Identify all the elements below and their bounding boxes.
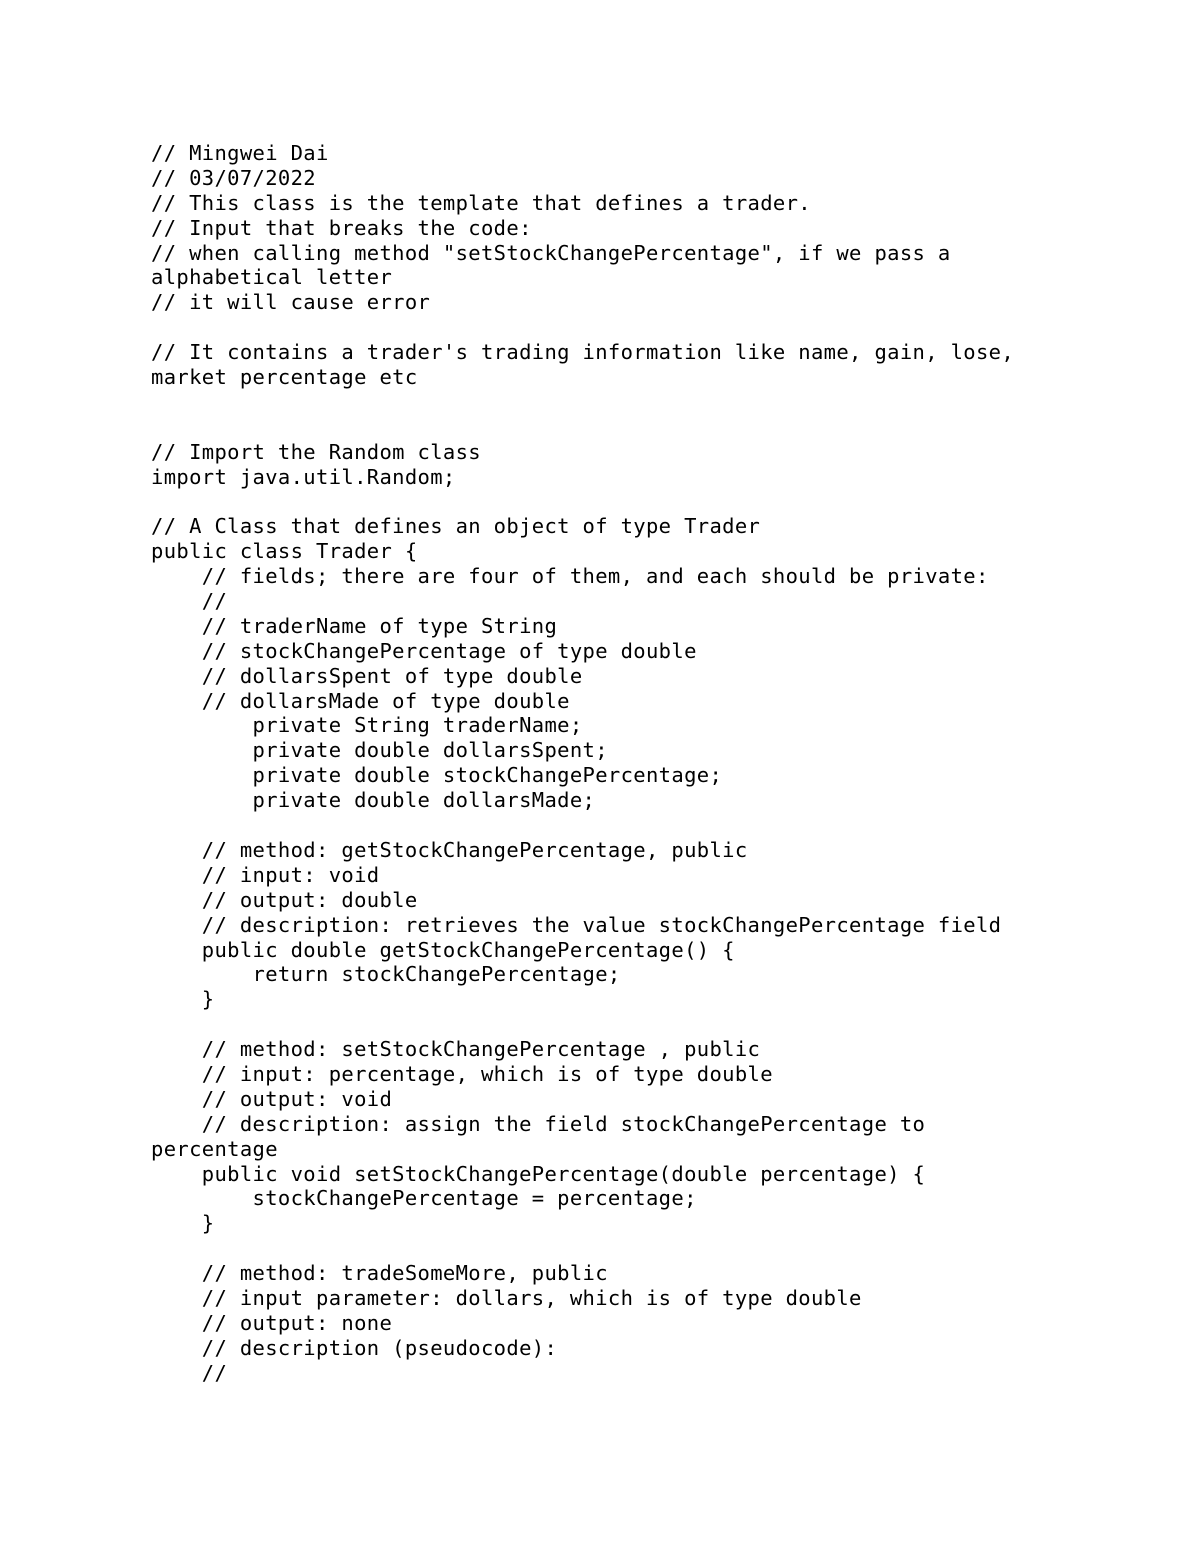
code-line: // This class is the template that defines a trader.: [151, 190, 811, 215]
code-line: // Mingwei Dai: [151, 141, 329, 165]
code-line: // method: tradeSomeMore, public: [151, 1261, 608, 1286]
code-line: // traderName of type String: [151, 613, 558, 638]
code-line: // description: retrieves the value stockChangePercentage field: [151, 912, 1002, 937]
code-line: // method: getStockChangePercentage, public: [151, 837, 748, 862]
code-line: // input: void: [151, 862, 380, 887]
code-line: [151, 813, 1151, 838]
code-line: //: [151, 1360, 228, 1385]
code-line: return stockChangePercentage;: [151, 962, 621, 987]
code-line: market percentage etc: [151, 365, 418, 390]
code-line: [151, 390, 1151, 415]
code-line: private double stockChangePercentage;: [151, 763, 723, 788]
code-line: [151, 315, 1151, 340]
code-line: // Input that breaks the code:: [151, 215, 532, 240]
code-listing: [151, 141, 1151, 1386]
code-line: //: [151, 589, 228, 614]
code-line: // input: percentage, which is of type double: [151, 1061, 773, 1086]
code-line: // input parameter: dollars, which is of type double: [151, 1285, 862, 1310]
code-line: private double dollarsSpent;: [151, 738, 608, 763]
code-line: // stockChangePercentage of type double: [151, 638, 697, 663]
code-line: private double dollarsMade;: [151, 788, 596, 813]
code-line: // A Class that defines an object of type Trader: [151, 514, 761, 539]
code-line: }: [151, 987, 215, 1012]
code-line: [151, 1012, 1151, 1037]
code-line: import java.util.Random;: [151, 464, 456, 489]
code-line: }: [151, 1211, 215, 1236]
code-line: // Import the Random class: [151, 439, 481, 464]
code-line: percentage: [151, 1136, 278, 1161]
code-line: // method: setStockChangePercentage , public: [151, 1037, 761, 1062]
code-line: // output: none: [151, 1310, 393, 1335]
code-line: public class Trader {: [151, 539, 418, 564]
code-line: public void setStockChangePercentage(double percentage) {: [151, 1161, 926, 1186]
code-line: public double getStockChangePercentage() {: [151, 937, 735, 962]
code-line: stockChangePercentage = percentage;: [151, 1186, 697, 1211]
code-line: private String traderName;: [151, 713, 583, 738]
code-line: [151, 415, 1151, 440]
code-line: // dollarsSpent of type double: [151, 663, 583, 688]
code-line: // when calling method "setStockChangePercentage", if we pass a: [151, 240, 951, 265]
code-line: // description (pseudocode):: [151, 1335, 558, 1360]
code-line: // it will cause error: [151, 290, 431, 315]
code-line: // output: double: [151, 887, 418, 912]
code-line: alphabetical letter: [151, 265, 393, 290]
code-line: [151, 489, 1151, 514]
code-line: // It contains a trader's trading information like name, gain, lose,: [151, 340, 1015, 365]
code-line: // 03/07/2022: [151, 165, 316, 190]
code-line: // output: void: [151, 1086, 393, 1111]
code-line: // description: assign the field stockChangePercentage to: [151, 1111, 926, 1136]
code-line: // fields; there are four of them, and each should be private:: [151, 564, 989, 589]
code-line: // dollarsMade of type double: [151, 688, 570, 713]
code-line: [151, 1236, 1151, 1261]
